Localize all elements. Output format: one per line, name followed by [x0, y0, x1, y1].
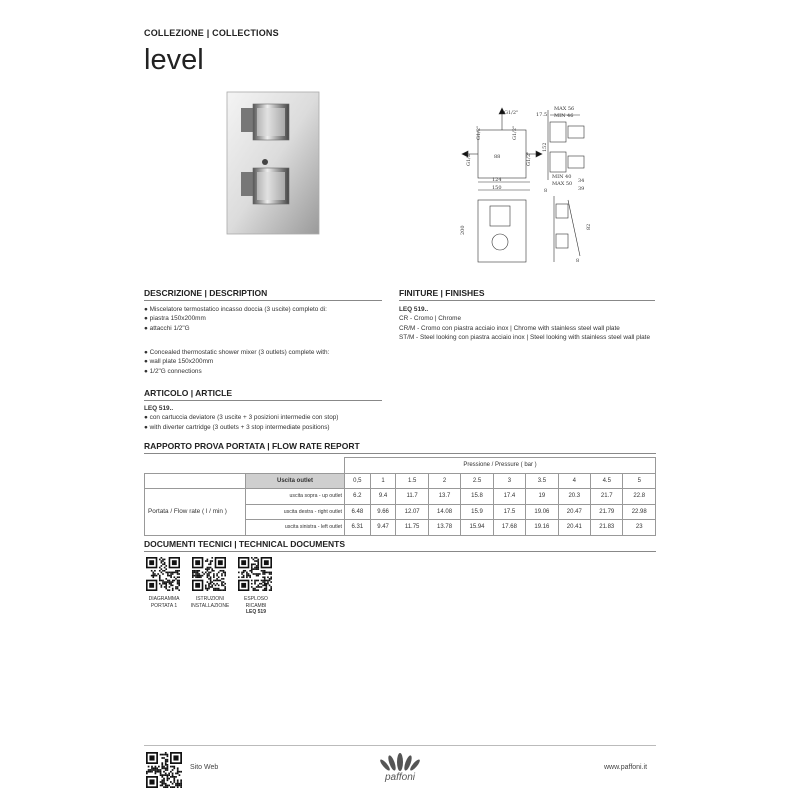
value-cell: 19.06 [526, 504, 558, 520]
pressure-cell: 4.5 [591, 473, 623, 489]
technical-drawing [450, 100, 610, 265]
drawing-label: G1/2" [476, 125, 482, 140]
value-cell: 20.47 [558, 504, 590, 520]
article-info [144, 404, 404, 432]
value-cell: 17.4 [493, 489, 525, 505]
product-photo [225, 90, 325, 240]
value-cell: 20.41 [558, 520, 590, 536]
flow-heading: RAPPORTO PROVA PORTATA | FLOW RATE REPORT [144, 441, 656, 454]
outlet-cell: uscita destra - right outlet [246, 504, 345, 520]
drawing-label: 124 [492, 177, 502, 183]
pressure-cell: 2.5 [461, 473, 493, 489]
list-item: ● piastra 150x200mm [144, 315, 206, 323]
list-item: ST/M - Steel looking con piastra acciaio inox | Steel looking with stainless steel wall plate [399, 334, 651, 342]
drawing-label: G1/2" [466, 151, 472, 166]
drawing-label: 150 [492, 185, 502, 191]
value-cell: 9.4 [370, 489, 396, 505]
drawing-label: MAX 50 [552, 181, 573, 187]
value-cell: 21.83 [591, 520, 623, 536]
pressure-cell: 3.5 [526, 473, 558, 489]
qr-code-icon[interactable] [192, 557, 226, 591]
pressure-cell: 4 [558, 473, 590, 489]
paffoni-logo [372, 750, 428, 782]
finishes-list [399, 305, 657, 343]
document-diagram[interactable]: DIAGRAMMA PORTATA 1 [146, 557, 182, 609]
value-cell: 13.7 [428, 489, 460, 505]
list-item: ● Concealed thermostatic shower mixer (3 outlets) complete with: [144, 349, 330, 356]
drawing-label: 34 [578, 178, 585, 184]
document-instructions[interactable]: ISTRUZIONI INSTALLAZIONE [192, 557, 228, 609]
list-item: ● attacchi 1/2"G [144, 324, 190, 332]
drawing-label: MIN 46 [554, 113, 574, 119]
pressure-cell: 0,5 [345, 473, 371, 489]
product-title: level [144, 44, 204, 76]
value-cell: 13.78 [428, 520, 460, 536]
value-cell: 15.8 [461, 489, 493, 505]
value-cell: 20.3 [558, 489, 590, 505]
drawing-label: MAX 56 [554, 106, 575, 112]
list-item: ● con cartuccia deviatore (3 uscite + 3 posizioni intermedie con stop) [144, 414, 339, 422]
pressure-header: Pressione / Pressure ( bar ) [345, 458, 656, 474]
value-cell: 6.48 [345, 504, 371, 520]
description-heading: DESCRIZIONE | DESCRIPTION [144, 288, 382, 301]
qr-code-icon[interactable] [238, 557, 272, 591]
pressure-cell: 1 [370, 473, 396, 489]
value-cell: 22.98 [623, 504, 656, 520]
documents-heading: DOCUMENTI TECNICI | TECHNICAL DOCUMENTS [144, 539, 656, 552]
flow-rate-table [144, 457, 656, 536]
list-item: CR - Cromo | Chrome [399, 315, 462, 323]
drawing-label: 88 [494, 154, 501, 160]
drawing-label: 39 [578, 186, 585, 192]
document-exploded-view[interactable]: ESPLOSO RICAMBI LEQ 519 [238, 557, 274, 616]
value-cell: 11.7 [396, 489, 428, 505]
drawing-label: MIN 40 [552, 174, 572, 180]
qr-code-icon[interactable] [146, 557, 180, 591]
value-cell: 11.75 [396, 520, 428, 536]
description-it [144, 305, 384, 333]
value-cell: 17.68 [493, 520, 525, 536]
drawing-label: 8 [576, 258, 580, 264]
drawing-label: 200 [460, 225, 466, 235]
value-cell: 14.08 [428, 504, 460, 520]
value-cell: 19.16 [526, 520, 558, 536]
list-item: ● 1/2"G connections [144, 367, 202, 375]
value-cell: 6.31 [345, 520, 371, 536]
website-qr-code-icon[interactable] [146, 752, 182, 788]
drawing-label: 152 [542, 142, 548, 152]
value-cell: 12.07 [396, 504, 428, 520]
pressure-cell: 1.5 [396, 473, 428, 489]
flow-row-label: Portata / Flow rate ( l / min ) [145, 489, 246, 536]
value-cell: 15.94 [461, 520, 493, 536]
list-item: CR/M - Cromo con piastra acciaio inox | Chrome with stainless steel wall plate [399, 324, 620, 332]
list-item: ● wall plate 150x200mm [144, 358, 214, 366]
website-link[interactable]: www.paffoni.it [604, 764, 648, 771]
value-cell: 22.8 [623, 489, 656, 505]
value-cell: 21.7 [591, 489, 623, 505]
brand-name: paffoni [384, 772, 416, 782]
list-item: ● with diverter cartridge (3 outlets + 3 stop intermediate positions) [144, 423, 330, 431]
outlet-cell: uscita sinistra - left outlet [246, 520, 345, 536]
pressure-cell: 2 [428, 473, 460, 489]
drawing-label: G1/2" [512, 125, 518, 140]
drawing-label: G1/2" [504, 110, 519, 116]
article-code: LEQ 519.. [144, 405, 174, 412]
outlet-cell: uscita sopra - up outlet [246, 489, 345, 505]
list-item: ● Miscelatore termostatico incasso doccia (3 uscite) completo di: [144, 306, 327, 313]
value-cell: 9.47 [370, 520, 396, 536]
value-cell: 19 [526, 489, 558, 505]
value-cell: 23 [623, 520, 656, 536]
value-cell: 15.9 [461, 504, 493, 520]
collection-kicker: COLLEZIONE | COLLECTIONS [144, 28, 279, 38]
pressure-cell: 3 [493, 473, 525, 489]
value-cell: 21.79 [591, 504, 623, 520]
table-row [145, 489, 656, 505]
drawing-label: 82 [586, 223, 592, 230]
description-en [144, 348, 384, 376]
finishes-code: LEQ 519.. [399, 306, 429, 313]
article-heading: ARTICOLO | ARTICLE [144, 388, 382, 401]
drawing-label: 8 [544, 188, 548, 194]
finishes-heading: FINITURE | FINISHES [399, 288, 655, 301]
outlet-header: Uscita outlet [246, 473, 345, 489]
drawing-label: G1/2" [526, 151, 532, 166]
value-cell: 9.66 [370, 504, 396, 520]
footer-divider [144, 745, 656, 746]
drawing-label: 17.5 [536, 112, 548, 118]
site-label: Sito Web [190, 764, 219, 771]
value-cell: 6.2 [345, 489, 371, 505]
pressure-cell: 5 [623, 473, 656, 489]
value-cell: 17.5 [493, 504, 525, 520]
